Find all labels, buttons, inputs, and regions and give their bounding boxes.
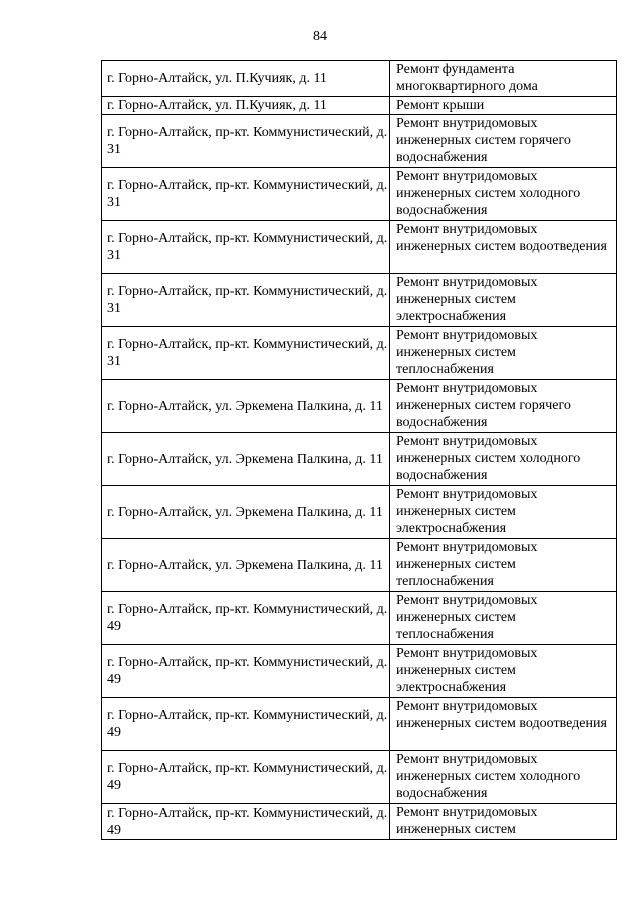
- work-cell: Ремонт внутридомовых инженерных систем электроснабжения: [390, 645, 617, 698]
- table-row: [102, 115, 617, 168]
- table-row: [102, 61, 617, 97]
- address-cell: г. Горно-Алтайск, пр-кт. Коммунистический, д. 31: [102, 221, 390, 274]
- address-cell: г. Горно-Алтайск, ул. Эркемена Палкина, д. 11: [102, 433, 390, 486]
- table-row: [102, 274, 617, 327]
- address-cell: г. Горно-Алтайск, пр-кт. Коммунистический, д. 31: [102, 327, 390, 380]
- table-row: [102, 804, 617, 840]
- address-cell: г. Горно-Алтайск, пр-кт. Коммунистический, д. 31: [102, 168, 390, 221]
- works-table: [101, 60, 617, 840]
- page-number: 84: [313, 29, 327, 44]
- work-cell: Ремонт внутридомовых инженерных систем электроснабжения: [390, 486, 617, 539]
- work-cell: Ремонт внутридомовых инженерных систем горячего водоснабжения: [390, 380, 617, 433]
- address-cell: г. Горно-Алтайск, ул. П.Кучияк, д. 11: [102, 61, 390, 97]
- table-row: [102, 539, 617, 592]
- work-cell: Ремонт крыши: [390, 97, 617, 115]
- table-row: [102, 97, 617, 115]
- address-cell: г. Горно-Алтайск, пр-кт. Коммунистический, д. 49: [102, 804, 390, 840]
- address-cell: г. Горно-Алтайск, ул. П.Кучияк, д. 11: [102, 97, 390, 115]
- table-row: [102, 433, 617, 486]
- table-row: [102, 380, 617, 433]
- address-cell: г. Горно-Алтайск, пр-кт. Коммунистический, д. 49: [102, 592, 390, 645]
- address-cell: г. Горно-Алтайск, пр-кт. Коммунистический, д. 49: [102, 751, 390, 804]
- table-row: [102, 645, 617, 698]
- table-row: [102, 592, 617, 645]
- work-cell: Ремонт внутридомовых инженерных систем: [390, 804, 617, 840]
- table-row: [102, 327, 617, 380]
- table-row: [102, 698, 617, 751]
- table-row: [102, 751, 617, 804]
- work-cell: Ремонт внутридомовых инженерных систем теплоснабжения: [390, 539, 617, 592]
- address-cell: г. Горно-Алтайск, пр-кт. Коммунистический, д. 49: [102, 698, 390, 751]
- table-row: [102, 486, 617, 539]
- work-cell: Ремонт внутридомовых инженерных систем теплоснабжения: [390, 592, 617, 645]
- work-cell: Ремонт внутридомовых инженерных систем водоотведения: [390, 221, 617, 274]
- work-cell: Ремонт фундамента многоквартирного дома: [390, 61, 617, 97]
- work-cell: Ремонт внутридомовых инженерных систем горячего водоснабжения: [390, 115, 617, 168]
- work-cell: Ремонт внутридомовых инженерных систем холодного водоснабжения: [390, 168, 617, 221]
- address-cell: г. Горно-Алтайск, ул. Эркемена Палкина, д. 11: [102, 380, 390, 433]
- work-cell: Ремонт внутридомовых инженерных систем электроснабжения: [390, 274, 617, 327]
- work-cell: Ремонт внутридомовых инженерных систем теплоснабжения: [390, 327, 617, 380]
- work-cell: Ремонт внутридомовых инженерных систем водоотведения: [390, 698, 617, 751]
- address-cell: г. Горно-Алтайск, ул. Эркемена Палкина, д. 11: [102, 486, 390, 539]
- address-cell: г. Горно-Алтайск, пр-кт. Коммунистический, д. 31: [102, 274, 390, 327]
- work-cell: Ремонт внутридомовых инженерных систем холодного водоснабжения: [390, 751, 617, 804]
- table-row: [102, 168, 617, 221]
- address-cell: г. Горно-Алтайск, пр-кт. Коммунистический, д. 31: [102, 115, 390, 168]
- table-row: [102, 221, 617, 274]
- address-cell: г. Горно-Алтайск, ул. Эркемена Палкина, д. 11: [102, 539, 390, 592]
- work-cell: Ремонт внутридомовых инженерных систем холодного водоснабжения: [390, 433, 617, 486]
- address-cell: г. Горно-Алтайск, пр-кт. Коммунистический, д. 49: [102, 645, 390, 698]
